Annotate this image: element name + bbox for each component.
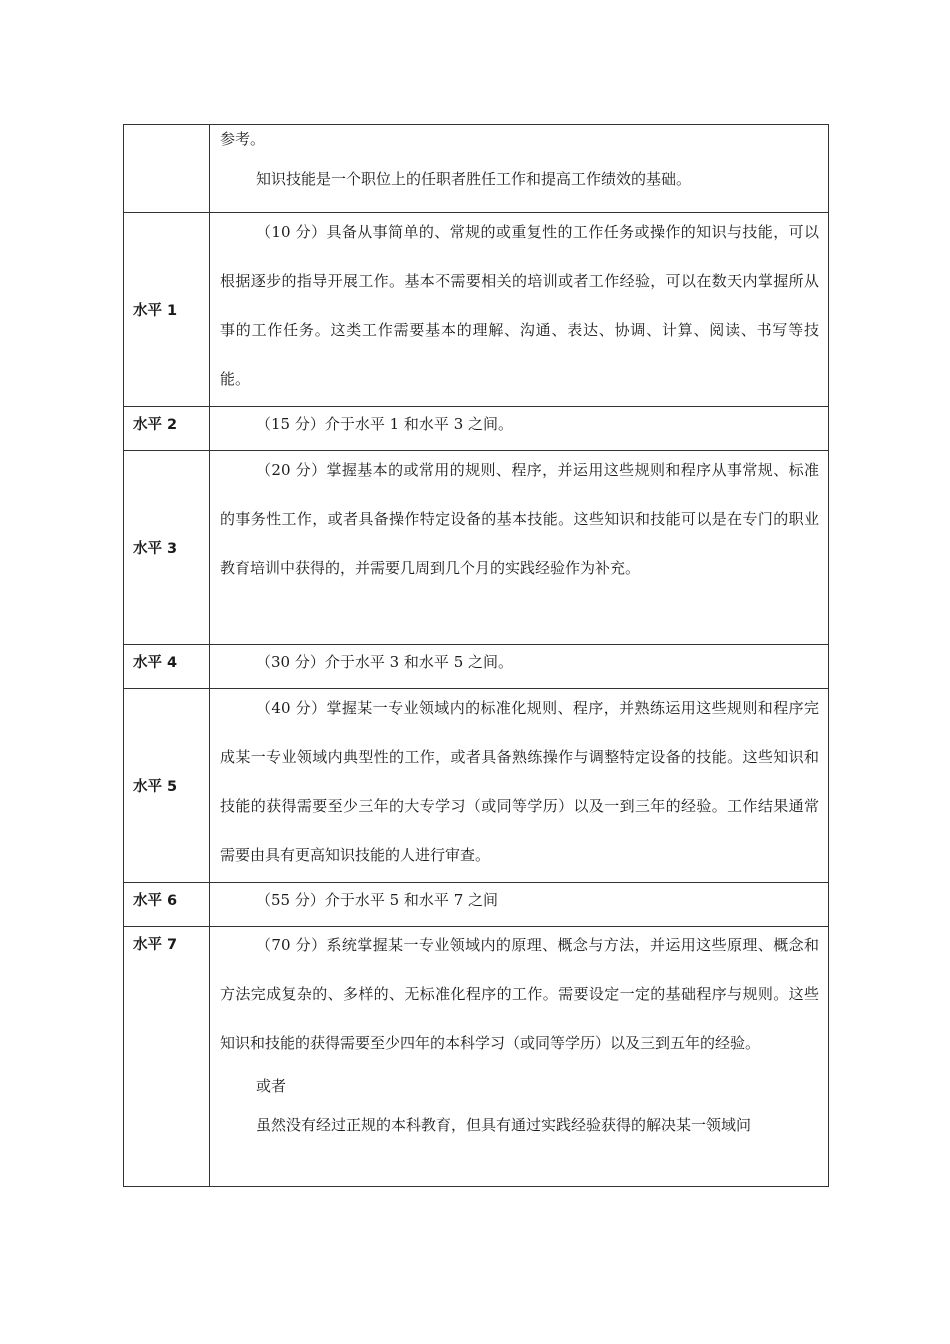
paragraph: （40 分）掌握某一专业领域内的标准化规则、程序，并熟练运用这些规则和程序完成某一专业领域内典型性的工作，或者具备熟练操作与调整特定设备的技能。这些知识和技能的获得需要至少三年的大专学习（或同等学历）以及一到三年的经验。工作结果通常需要由具有更高知识技能的人进行审查。 xyxy=(220,699,819,864)
level-label-cell xyxy=(124,125,210,212)
table-row xyxy=(124,125,829,213)
description-cell xyxy=(210,451,829,644)
description-cell xyxy=(210,213,829,406)
paragraph: （20 分）掌握基本的或常用的规则、程序，并运用这些规则和程序从事常规、标准的事务性工作，或者具备操作特定设备的基本技能。这些知识和技能可以是在专门的职业教育培训中获得的，并需要几周到几个月的实践经验作为补充。 xyxy=(220,461,819,577)
paragraph: （30 分）介于水平 3 和水平 5 之间。 xyxy=(256,653,514,671)
paragraph: 虽然没有经过正规的本科教育，但具有通过实践经验获得的解决某一领域问 xyxy=(256,1116,752,1134)
table-row xyxy=(124,927,829,1187)
level-label: 水平 3 xyxy=(124,451,210,644)
level-label: 水平 2 xyxy=(124,407,210,450)
level-label: 水平 5 xyxy=(124,689,210,882)
description-cell xyxy=(210,407,829,450)
paragraph: （10 分）具备从事简单的、常规的或重复性的工作任务或操作的知识与技能，可以根据逐步的指导开展工作。基本不需要相关的培训或者工作经验，可以在数天内掌握所从事的工作任务。这类工作需要基本的理解、沟通、表达、协调、计算、阅读、书写等技能。 xyxy=(220,223,819,388)
paragraph: 参考。 xyxy=(220,130,266,148)
paragraph: （15 分）介于水平 1 和水平 3 之间。 xyxy=(256,415,514,433)
table-row xyxy=(124,451,829,645)
level-label: 水平 7 xyxy=(124,927,210,1186)
table-row xyxy=(124,213,829,407)
paragraph: （55 分）介于水平 5 和水平 7 之间 xyxy=(256,891,499,909)
description-cell xyxy=(210,645,829,688)
description-cell xyxy=(210,883,829,926)
paragraph: 知识技能是一个职位上的任职者胜任工作和提高工作绩效的基础。 xyxy=(256,170,692,188)
description-cell xyxy=(210,125,829,212)
level-label: 水平 4 xyxy=(124,645,210,688)
description-cell xyxy=(210,927,829,1186)
table-row xyxy=(124,407,829,451)
paragraph: （70 分）系统掌握某一专业领域内的原理、概念与方法，并运用这些原理、概念和方法完成复杂的、多样的、无标准化程序的工作。需要设定一定的基础程序与规则。这些知识和技能的获得需要至少四年的本科学习（或同等学历）以及三到五年的经验。 xyxy=(220,936,819,1052)
level-label: 水平 1 xyxy=(124,213,210,406)
knowledge-skill-level-table xyxy=(123,124,829,1187)
table-row xyxy=(124,645,829,689)
paragraph: 或者 xyxy=(256,1077,287,1095)
description-cell xyxy=(210,689,829,882)
table-row xyxy=(124,689,829,883)
level-label: 水平 6 xyxy=(124,883,210,926)
